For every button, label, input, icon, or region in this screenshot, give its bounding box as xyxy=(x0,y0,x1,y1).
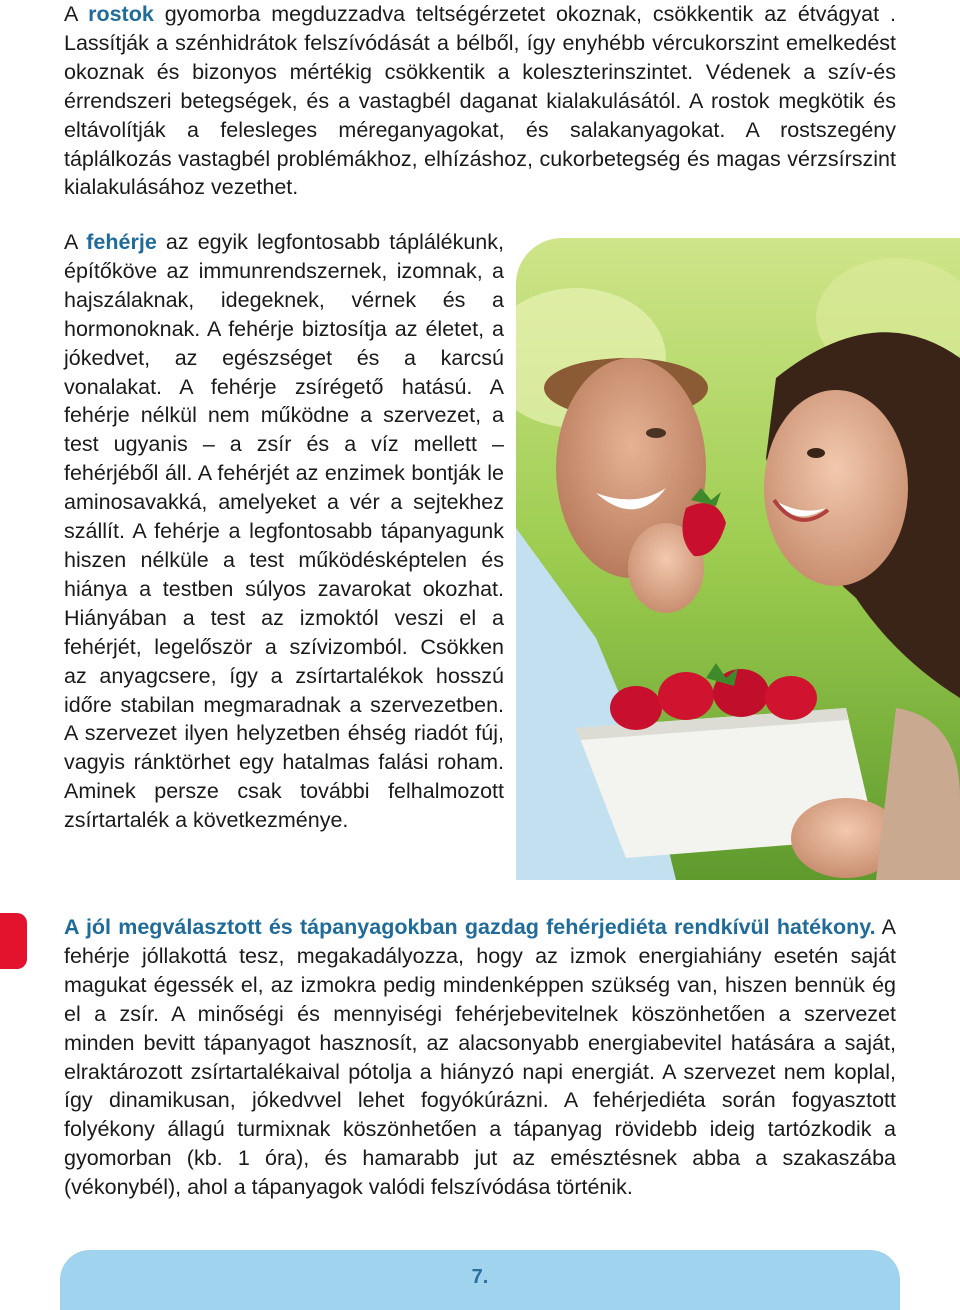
paragraph-feherjedieta: A jól megválasztott és tápanyagokban gazdag fehérjediéta rendkívül hatékony. A fehérje jóllakottá tesz, megakadályozza, hogy az izmok energiahiány esetén saját magukat égessék el, az izmokra pedig mindenképpen szükség van, hiszen bennük ég el a zsír. A minőségi és mennyiségi fehérjebevitelnek köszönhetően a szervezet minden bevitt tápanyagot hasznosít, az alacsonyabb energiabevitel hatására a saját, elraktározott zsírtartalékaival pótolja a hiányzó napi energiát. A szervezet nem koplal, így dinamikusan, jókedvvel lehet fogyókúrázni. A fehérjediéta során fogyasztott folyékony állagú turmixnak köszönhetően a tápanyag rövidebb ideig tartózkodik a gyomorban (kb. 1 óra), és hamarabb jut az emésztésnek abba a szakaszába (vékonybél), ahol a tápanyagok valódi felszívódása történik. xyxy=(64,915,896,1200)
paragraph-lead: A jól megválasztott és tápanyagokban gazdag fehérjediéta rendkívül hatékony. xyxy=(64,915,876,939)
keyword-rostok: rostok xyxy=(88,2,154,26)
couple-strawberries-photo xyxy=(516,238,960,880)
paragraph-feherje: A fehérje az egyik legfontosabb táplálékunk, építőköve az immunrendszernek, izomnak, a hajszálaknak, idegeknek, vérnek és a hormonoknak. A fehérje biztosítja az életet, a jókedvet, az egészséget és a karcsú vonalakat. A fehérje zsírégető hatású. A fehérje nélkül nem működne a szervezet, a test ugyanis – a zsír és a víz mellett – fehérjéből áll. A fehérjét az enzimek bontják le aminosavakká, amelyeket a vér a sejtekhez szállít. A fehérje a legfontosabb tápanyagunk hiszen nélküle a test működésképtelen és hiánya a testben súlyos zavarokat okozhat. Hiányában a test az izmoktól veszi el a fehérjét, legelőször a szívizomból. Csökken az anyagcsere, így a zsírtartalékok hosszú időre stabilan megmaradnak a szervezetben. A szervezet ilyen helyzetben éhség riadót fúj, vagyis ránktörhet egy hatalmas falási roham. Aminek persze csak további felhalmozott zsírtartalék a következménye. xyxy=(64,230,504,833)
page-number: 7. xyxy=(471,1266,489,1288)
section-marker xyxy=(0,913,27,969)
keyword-feherje: fehérje xyxy=(86,230,157,254)
paragraph-rostok: A rostok gyomorba megduzzadva teltségérzetet okoznak, csökkentik az étvágyat . Lassítják a szénhidrátok felszívódását a bélből, így enyhébb vércukorszint emelkedést okoznak és bizonyos mértékig csökkentik a koleszterinszintet. Védenek a szív-és érrendszeri betegségek, és a vastagbél daganat kialakulásától. A rostok megkötik és eltávolítják a felesleges méreganyagokat, és salakanyagokat. A rostszegény táplálkozás vastagbél problémákhoz, elhízáshoz, cukorbetegség és magas vérzsírszint kialakulásához vezethet. xyxy=(64,2,896,200)
